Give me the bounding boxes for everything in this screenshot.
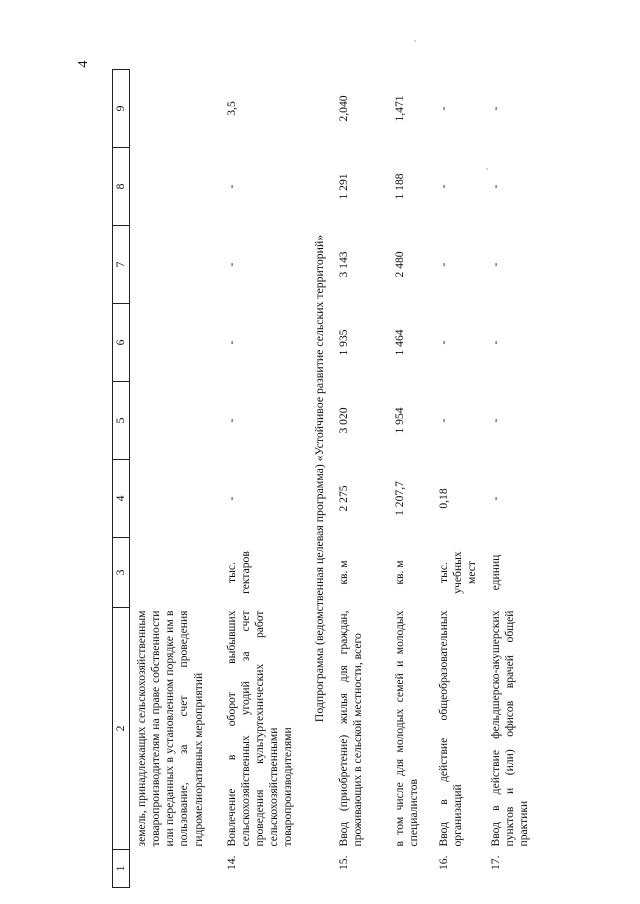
col-header: 6 [113,304,130,382]
unit-cell: единиц [488,554,502,591]
value-cell: 1 954 [392,407,406,434]
value-cell: - [488,106,502,111]
value-cell: 2 480 [392,251,406,278]
row-number [388,850,432,888]
indicator-name: Ввод в действие общеобразовательных организаций [436,610,465,847]
header-row [113,70,130,888]
subprogram-title: Подпрограмма (ведомственная целевая программа) «Устойчивое развитие сельских территорий» [311,234,326,723]
row-number [130,850,220,888]
value-cell: - [488,340,502,345]
value-cell: - [488,262,502,267]
value-cell: - [224,262,238,267]
value-cell: - [436,106,450,111]
row-number: 16. [436,855,450,870]
table-row [332,70,388,888]
value-cell: - [436,340,450,345]
indicator-name: в том числе для молодых семей и молодых специалистов [392,610,421,847]
unit-cell: тыс. учебных мест [436,551,479,594]
value-cell: - [224,496,238,501]
indicator-name: земель, принадлежащих сельскохозяйственным товаропроизводителям на праве собственности или переданных в установленном порядке им в пользование, за счет проведения гидромелиоративных мероприятий [135,610,205,847]
col-header: 7 [113,226,130,304]
table-row [130,70,220,888]
table-row [432,70,484,888]
table-row [484,70,536,888]
scan-dot [414,40,416,42]
unit-cell: кв. м [336,560,350,585]
value-cell: - [488,184,502,189]
value-cell: 2 275 [336,485,350,512]
subprogram-row [304,70,332,888]
value-cell: - [436,418,450,423]
value-cell: - [436,262,450,267]
value-cell [130,460,220,538]
col-header: 1 [113,850,130,888]
value-cell [130,382,220,460]
page-number: 4 [76,60,91,68]
value-cell: - [224,184,238,189]
col-header: 3 [113,538,130,608]
value-cell [130,226,220,304]
indicator-name: Ввод в действие фельдшерско-акушерских пунктов и (или) офисов врачей общей практики [488,610,531,847]
value-cell: 3,5 [224,101,238,116]
col-header: 2 [113,608,130,850]
value-cell: 0,18 [436,488,450,509]
table-row [220,70,304,888]
value-cell: - [488,418,502,423]
value-cell: 1 291 [336,173,350,200]
row-number: 15. [336,855,350,870]
unit-cell [130,538,220,608]
value-cell: - [224,340,238,345]
value-cell: 2,040 [336,95,350,122]
col-header: 5 [113,382,130,460]
value-cell: - [224,418,238,423]
value-cell: 3 020 [336,407,350,434]
value-cell: 1,471 [392,95,406,122]
value-cell [130,304,220,382]
col-header: 9 [113,70,130,148]
indicators-table [112,69,536,888]
value-cell: - [488,496,502,501]
row-number: 14. [224,855,238,870]
value-cell: 3 143 [336,251,350,278]
col-header: 4 [113,460,130,538]
value-cell [130,70,220,148]
value-cell: 1 464 [392,329,406,356]
value-cell: 1 935 [336,329,350,356]
table-row [388,70,432,888]
indicator-name: Вовлечение в оборот выбывших сельскохозяйственных угодий за счет проведения культуртехнических работ сельскохозяйственными товаропроизводителями [224,610,295,847]
indicator-name: Ввод (приобретение) жилья для граждан, проживающих в сельской местности, всего [336,610,365,847]
row-number: 17. [488,855,502,870]
value-cell: - [436,184,450,189]
value-cell [130,148,220,226]
value-cell: 1 188 [392,173,406,200]
unit-cell: кв. м [392,560,406,585]
col-header: 8 [113,148,130,226]
unit-cell: тыс. гектаров [224,551,252,594]
rotated-table-page [112,70,531,888]
value-cell: 1 207,7 [392,481,406,516]
